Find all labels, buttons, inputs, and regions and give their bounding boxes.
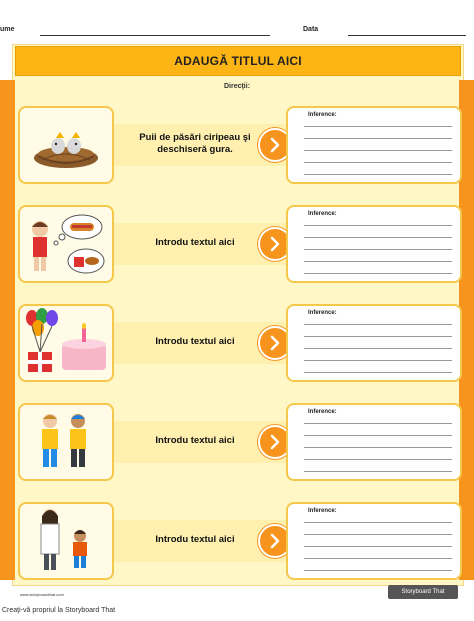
- writing-line: [304, 534, 452, 535]
- writing-line: [304, 324, 452, 325]
- writing-line: [304, 261, 452, 262]
- header-row: [0, 26, 474, 40]
- writing-line: [304, 471, 452, 472]
- name-label: ume: [0, 26, 15, 33]
- title-bar[interactable]: [15, 46, 461, 76]
- writing-line: [304, 558, 452, 559]
- writing-line: [304, 360, 452, 361]
- writing-line: [304, 150, 452, 151]
- inference-box[interactable]: [286, 502, 462, 580]
- row-text[interactable]: Introdu textul aici: [155, 534, 235, 545]
- date-line[interactable]: [348, 35, 466, 36]
- writing-line: [304, 447, 452, 448]
- writing-line: [304, 546, 452, 547]
- row-text[interactable]: Introdu textul aici: [155, 336, 235, 347]
- left-orange-border: [0, 80, 15, 580]
- writing-line: [304, 522, 452, 523]
- inference-row: [18, 106, 460, 180]
- inference-box[interactable]: [286, 205, 462, 283]
- writing-line: [304, 372, 452, 373]
- inference-row: [18, 205, 460, 279]
- writing-line: [304, 126, 452, 127]
- doctor-and-child-icon: [20, 504, 112, 578]
- writing-line: [304, 348, 452, 349]
- inference-label: Inference:: [308, 310, 337, 316]
- footer-site: www.storyboardthat.com: [20, 592, 64, 597]
- name-line[interactable]: [40, 35, 270, 36]
- inference-box[interactable]: [286, 106, 462, 184]
- date-label: Data: [303, 26, 319, 33]
- writing-line: [304, 423, 452, 424]
- image-cell[interactable]: [18, 205, 114, 283]
- inference-label: Inference:: [308, 508, 337, 514]
- writing-line: [304, 162, 452, 163]
- inference-row: [18, 304, 460, 378]
- writing-line: [304, 570, 452, 571]
- writing-line: [304, 336, 452, 337]
- inference-box[interactable]: [286, 304, 462, 382]
- image-cell[interactable]: [18, 502, 114, 580]
- balloons-cake-gift-icon: [20, 306, 112, 380]
- storyboard-logo[interactable]: Storyboard That: [388, 585, 458, 599]
- writing-line: [304, 237, 452, 238]
- image-cell[interactable]: [18, 106, 114, 184]
- inference-label: Inference:: [308, 409, 337, 415]
- inference-label: Inference:: [308, 211, 337, 217]
- inference-label: Inference:: [308, 112, 337, 118]
- row-text[interactable]: Introdu textul aici: [155, 435, 235, 446]
- writing-line: [304, 249, 452, 250]
- directions-label: Direcţii:: [223, 83, 251, 90]
- row-text[interactable]: Introdu textul aici: [155, 237, 235, 248]
- image-cell[interactable]: [18, 304, 114, 382]
- writing-line: [304, 435, 452, 436]
- page-title: ADAUGĂ TITLUL AICI: [174, 54, 302, 68]
- writing-line: [304, 138, 452, 139]
- writing-line: [304, 459, 452, 460]
- inference-row: [18, 502, 460, 576]
- bird-nest-icon: [20, 108, 112, 182]
- writing-line: [304, 225, 452, 226]
- girl-thinking-food-icon: [20, 207, 112, 281]
- row-text[interactable]: Puii de păsări ciripeau şi deschiseră gura.: [139, 132, 251, 155]
- inference-box[interactable]: [286, 403, 462, 481]
- writing-line: [304, 273, 452, 274]
- writing-line: [304, 174, 452, 175]
- credit-link[interactable]: Creaţi-vă propriul la Storyboard That: [2, 607, 116, 614]
- image-cell[interactable]: [18, 403, 114, 481]
- inference-row: [18, 403, 460, 477]
- two-kids-yellow-icon: [20, 405, 112, 479]
